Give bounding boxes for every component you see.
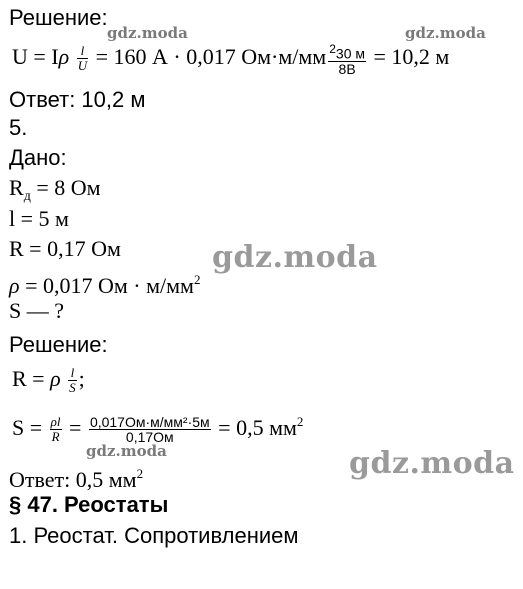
fraction-denominator: U [77,58,88,74]
fraction-numerator: l [77,44,88,59]
solution-label: Решение: [9,332,108,357]
formula-lhs: U = I [12,43,59,69]
watermark: gdz.moda [86,442,167,460]
formula-resistance: R = ρ $\frac{l}{S}$ ; [12,365,85,396]
watermark: gdz.moda [349,446,515,481]
fraction-numerator: $^2$30 м [329,42,365,62]
watermark: gdz.moda [405,24,486,42]
given-resistance: R = 0,17 Ом [9,236,121,261]
fraction-rho-l-over-r: $\frac{\rho l}{R}$ [50,414,61,445]
fraction-length-voltage [328,42,366,76]
formula-result: = 10,2 м [373,43,450,69]
rho-symbol: ρ [58,43,70,69]
fraction-l-over-u [77,44,88,73]
task-number: 5. [9,115,28,140]
formula-voltage [12,42,449,76]
formula-middle: = 160 А · 0,017 Ом·м/мм [95,43,327,69]
section-heading: § 47. Реостаты [9,492,169,517]
given-label: Дано: [9,145,67,170]
answer-line: Ответ: 10,2 м [9,87,146,112]
fraction-numeric: $\frac{\text{0,017Ом·м/мм²·5м}}{0,17Ом}$ [89,414,210,446]
given-length: l = 5 м [9,206,69,231]
paragraph-start: 1. Реостат. Сопротивлением [9,523,299,548]
given-resistivity: ρ = 0,017 Ом · $м/мм^2$ [9,272,201,298]
solution-label: Решение: [9,5,108,30]
formula-area: S = $\frac{\rho l}{R}$ = $\frac{\text{0,017Ом·м/мм²·5м}}{0,17Ом}$ = 0,5 $мм^2$ [12,414,304,446]
given-resistance-d: $R_д = 8$ Ом [9,175,101,204]
given-unknown: S — ? [9,298,64,323]
answer-line: Ответ: 0,5 $мм^2$ [9,466,144,492]
watermark: gdz.moda [212,240,378,275]
fraction-denominator: 8В [338,60,356,77]
fraction-l-over-s: $\frac{l}{S}$ [69,365,76,396]
watermark: gdz.moda [107,24,188,42]
